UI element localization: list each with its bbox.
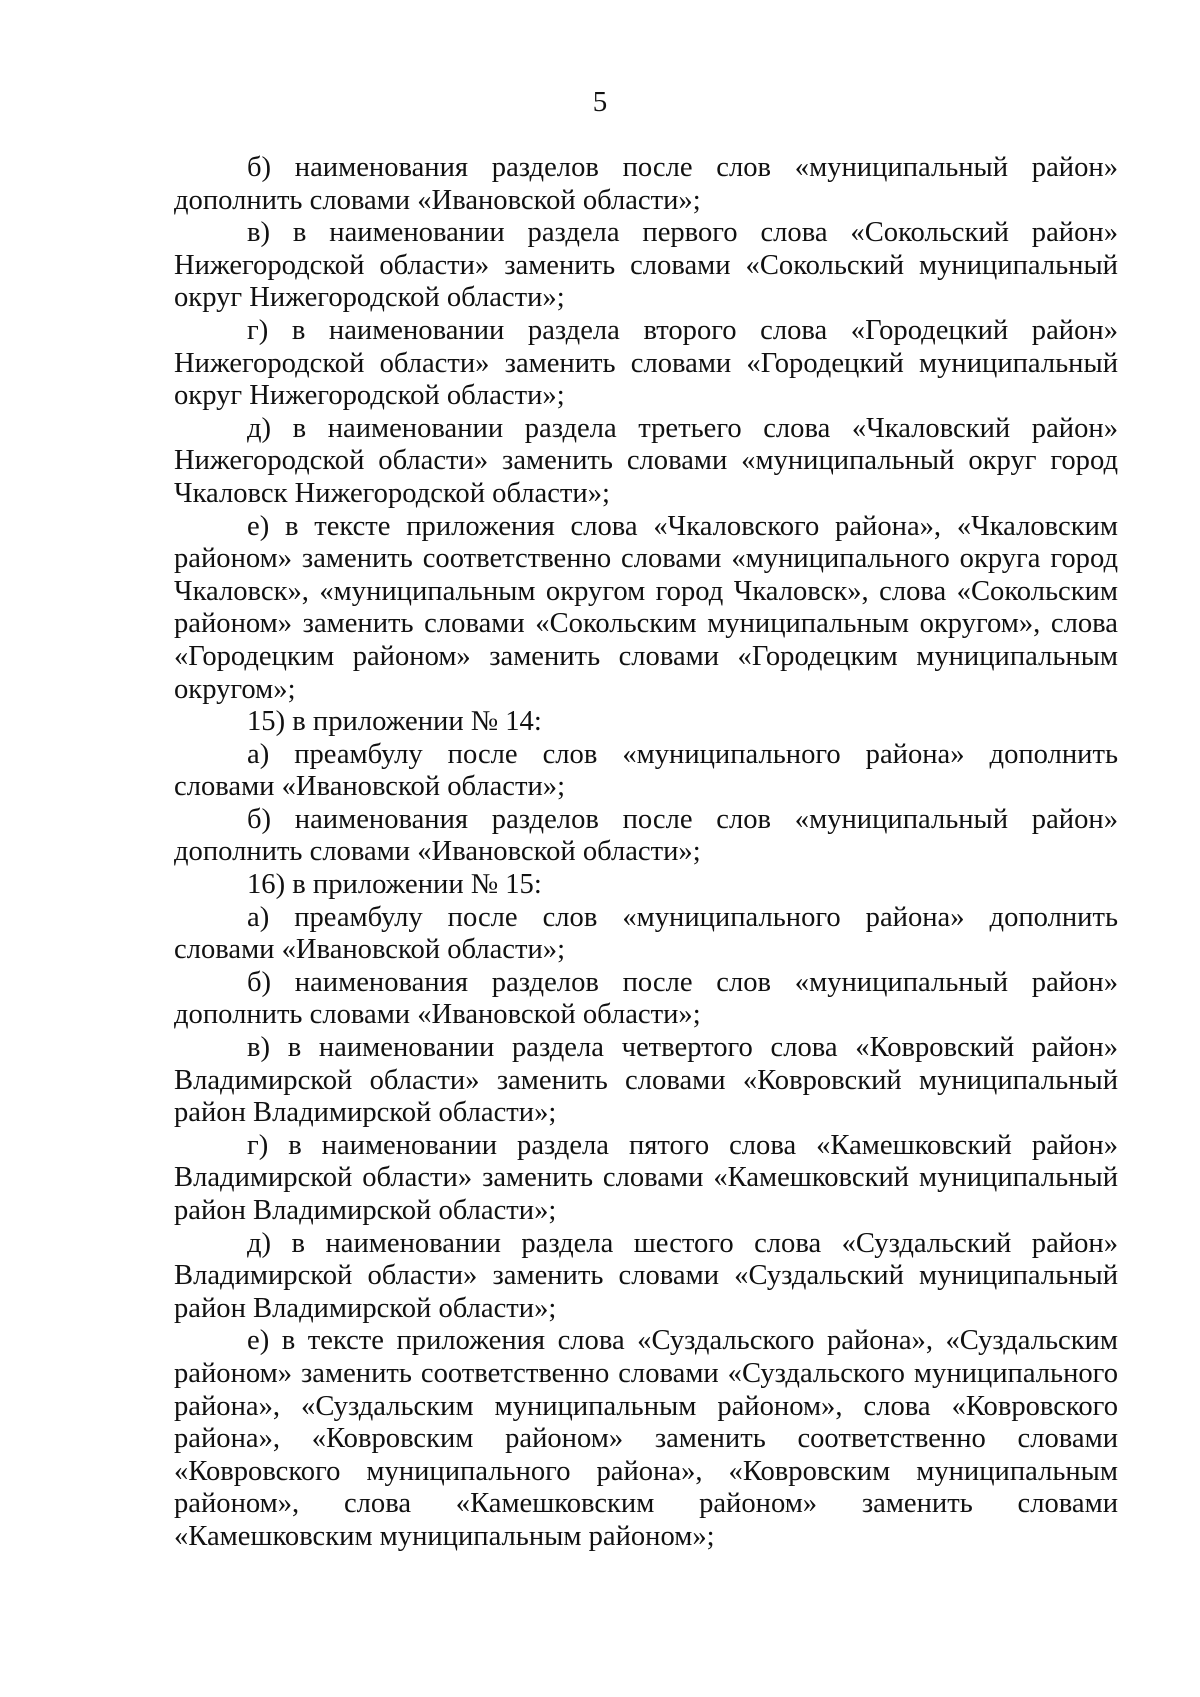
paragraph-item-d-16: д) в наименовании раздела шестого слова «Суздальский район» Владимирской области» заменить словами «Суздальский муниципальный район Владимирской области»; [174,1227,1118,1324]
paragraph-item-v-1: в) в наименовании раздела первого слова «Сокольский район» Нижегородской области» заменить словами «Сокольский муниципальный округ Нижегородской области»; [174,217,1118,314]
paragraph-point-15: 15) в приложении № 14: [247,706,542,738]
paragraph-point-16: 16) в приложении № 15: [247,869,542,901]
paragraph-item-a-15: а) преамбулу после слов «муниципального района» дополнить словами «Ивановской области»; [174,738,1118,803]
paragraph-item-v-16: в) в наименовании раздела четвертого слова «Ковровский район» Владимирской области» заменить словами «Ковровский муниципальный район Владимирской области»; [174,1032,1118,1129]
paragraph-item-e-1: е) в тексте приложения слова «Чкаловского района», «Чкаловским районом» заменить соответственно словами «муниципального округа город Чкаловск», «муниципальным округом город Чкаловск», слова «Сокольским районом» заменить словами «Сокольским муниципальным округом», слова «Городецким районом» заменить словами «Городецким муниципальным округом»; [174,510,1118,705]
paragraph-item-b-16: б) наименования разделов после слов «муниципальный район» дополнить словами «Ивановской области»; [174,966,1118,1031]
paragraph-item-d-1: д) в наименовании раздела третьего слова «Чкаловский район» Нижегородской области» заменить словами «муниципальный округ город Чкаловск Нижегородской области»; [174,412,1118,509]
paragraph-item-b-15: б) наименования разделов после слов «муниципальный район» дополнить словами «Ивановской области»; [174,803,1118,868]
paragraph-item-e-16: е) в тексте приложения слова «Суздальского района», «Суздальским районом» заменить соответственно словами «Суздальского муниципального района», «Суздальским муниципальным районом», слова «Ковровского района», «Ковровским районом» заменить соответственно словами «Ковровского муниципального района», «Ковровским муниципальным районом», слова «Камешковским районом» заменить словами «Камешковским муниципальным районом»; [174,1325,1118,1552]
paragraph-item-b-1: б) наименования разделов после слов «муниципальный район» дополнить словами «Ивановской области»; [174,152,1118,216]
document-body [174,152,1118,1554]
paragraph-item-g-16: г) в наименовании раздела пятого слова «Камешковский район» Владимирской области» заменить словами «Камешковский муниципальный район Владимирской области»; [174,1129,1118,1226]
paragraph-item-g-1: г) в наименовании раздела второго слова «Городецкий район» Нижегородской области» заменить словами «Городецкий муниципальный округ Нижегородской области»; [174,314,1118,412]
page-number: 5 [592,86,608,118]
paragraph-item-a-16: а) преамбулу после слов «муниципального района» дополнить словами «Ивановской области»; [174,901,1118,966]
